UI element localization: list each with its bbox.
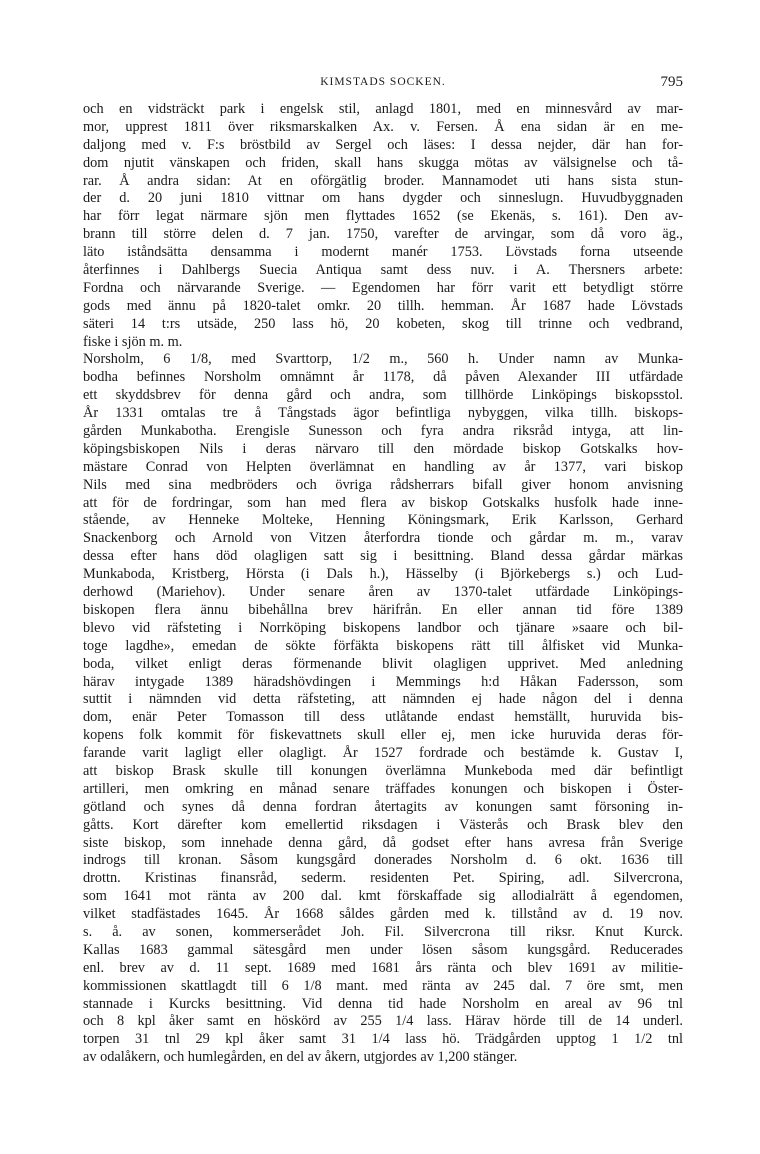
text-line: kopens folk kommit för fiskevattnets skull eller ej, men icke huruvida deras för-: [83, 727, 683, 744]
text-line: s. å. av sonen, kommerserådet Joh. Fil. Silvercrona till riksr. Knut Kurck.: [83, 923, 683, 940]
text-line: dom njutit vänskapen och friden, skall hans skugga mötas av välsignelse och tå-: [83, 154, 683, 171]
text-line: toge lagdhe», emedan de sökte förfäkta biskopens rätt till ålfisket vid Munka-: [83, 637, 683, 654]
text-line: fiske i sjön m. m.: [83, 333, 183, 350]
running-head: [83, 76, 683, 96]
text-line: bodha befinnes Norsholm omnämnt år 1178, då påven Alexander III utfärdade: [83, 369, 683, 386]
text-line: siste biskop, som innehade denna gård, då godset efter hans avresa från Sverige: [83, 834, 683, 851]
text-line: och 8 kpl åker samt en höskörd av 255 1/4 lass. Härav hörde till de 14 underl.: [83, 1013, 683, 1030]
text-line: rar. Å andra sidan: At en oförgätlig broder. Mannamodet uti hans sista stun-: [83, 172, 683, 189]
text-line: stående, av Henneke Molteke, Henning Köningsmark, Erik Karlsson, Gerhard: [83, 512, 683, 529]
text-line: torpen 31 tnl 29 kpl åker samt 31 1/4 lass hö. Trädgården upptog 1 1/2 tnl: [83, 1031, 683, 1048]
text-line: gods med ännu på 1820-talet omkr. 20 tillh. hemman. År 1687 hade Lövstads: [83, 297, 683, 314]
page-number: 795: [660, 74, 683, 90]
text-line: drottn. Kristinas finansråd, sederm. residenten Pet. Spiring, adl. Silvercrona,: [83, 870, 683, 887]
text-line: Munkaboda, Kristberg, Hörsta (i Dals h.), Hässelby (i Björkebergs s.) och Lud-: [83, 566, 683, 583]
text-line: Fordna och närvarande Sverige. — Egendomen har förr varit ett betydligt större: [83, 279, 683, 296]
text-line: brann till större delen d. 7 jan. 1750, varefter de arvingar, som då voro äg.,: [83, 226, 683, 243]
text-line: År 1331 omtalas tre å Tångstads ägor befintliga nybyggen, vilka tillh. biskops-: [83, 405, 683, 422]
text-line: återfinnes i Dahlbergs Suecia Antiqua samt dess nuv. i A. Thersners arbete:: [83, 262, 683, 279]
text-line: har förr legat närmare sjön men flyttades 1652 (se Ekenäs, s. 161). Den av-: [83, 208, 683, 225]
text-line: Nils med sina medbröders och övriga rådsherrars bifall giver honom anvisning: [83, 476, 683, 493]
text-line: artilleri, men omkring en månad senare träffades konungen och biskopen i Öster-: [83, 780, 683, 797]
text-line: mor, upprest 1811 över riksmarskalken Ax. v. Fersen. Å ena sidan är en me-: [83, 118, 683, 135]
text-line: härav intygade 1389 häradshövdingen i Memmings h:d Håkan Fadersson, som: [83, 673, 683, 690]
text-line: vilket stadfästades 1645. År 1668 såldes gården med k. tillstånd av d. 19 nov.: [83, 906, 683, 923]
text-line: dom, enär Peter Tomasson till dess utlåtande endast hemställt, huruvida bis-: [83, 709, 683, 726]
text-line: säteri 14 t:rs utsäde, 250 lass hö, 20 kobeten, skog till trinne och vedbrand,: [83, 315, 683, 332]
text-line: köpingsbiskopen Nils i deras närvaro till den mördade biskop Gotskalks hov-: [83, 440, 683, 457]
text-line: derhowd (Mariehov). Under senare åren av 1370-talet utfärdade Linköpings-: [83, 584, 683, 601]
text-line: suttit i nämnden vid detta räfsteting, att nämnden ej hade någon del i denna: [83, 691, 683, 708]
text-line: farande varit lagligt eller olagligt. År 1527 fordrade och bestämde k. Gustav I,: [83, 745, 683, 762]
text-line: dessa efter hans död olagligen satt sig i besittning. Bland dessa gårdar märkas: [83, 548, 683, 565]
text-line: Norsholm, 6 1/8, med Svarttorp, 1/2 m., 560 h. Under namn av Munka-: [83, 351, 683, 368]
text-line: att för de fordringar, som han med flera av biskop Gotskalks husfolk hade inne-: [83, 494, 683, 511]
text-line: gåtts. Kort därefter kom emellertid riksdagen i Västerås och Brask blev den: [83, 816, 683, 833]
text-line: Snackenborg och Arnold von Vitzen återfordra tionde och gårdar m. m., varav: [83, 530, 683, 547]
text-line: götland och synes då denna fordran återtagits av konungen samt försoning in-: [83, 798, 683, 815]
text-line: och en vidsträckt park i engelsk stil, anlagd 1801, med en minnesvård av mar-: [83, 101, 683, 117]
text-line: blevo vid räfsteting i Norrköping biskopens landbor och tjänare »saare och bil-: [83, 619, 683, 636]
running-title: KIMSTADS SOCKEN.: [320, 76, 446, 88]
text-line: kommissionen skattlagdt till 6 1/8 mant. med ränta av 245 dal. 7 öre smt, men: [83, 977, 683, 994]
text-line: mästare Conrad von Helpten överlämnat en handling av år 1377, vari biskop: [83, 458, 683, 475]
text-line: att biskop Brask skulle till konungen överlämna Munkeboda med där befintligt: [83, 762, 683, 779]
text-line: biskopen flera ännu bibehållna brev härifrån. En eller annan tid före 1389: [83, 601, 683, 618]
text-line: av odalåkern, och humlegården, en del av åkern, utgjordes av 1,200 stänger.: [83, 1049, 518, 1066]
body-text: [83, 101, 683, 1067]
text-line: stannade i Kurcks besittning. Vid denna tid hade Norsholm en areal av 96 tnl: [83, 995, 683, 1012]
text-line: der d. 20 juni 1810 vittnar om hans dygder och sinneslugn. Huvudbyggnaden: [83, 190, 683, 207]
text-line: ett skyddsbrev för denna gård och andra, som tillhörde Linköpings biskopsstol.: [83, 387, 683, 404]
text-line: indrogs till kronan. Såsom kungsgård donerades Norsholm d. 6 okt. 1636 till: [83, 852, 683, 869]
text-line: som 1641 mot ränta av 200 dal. kmt förskaffade sig allodialrätt å egendomen,: [83, 888, 683, 905]
text-line: daljong med v. F:s bröstbild av Sergel och läses: I dessa nejder, där han for-: [83, 136, 683, 153]
text-line: enl. brev av d. 11 sept. 1689 med 1681 års ränta och blev 1691 av militie-: [83, 959, 683, 976]
text-line: boda, vilket enligt deras förmenande blivit olagligen upprivet. Med anledning: [83, 655, 683, 672]
text-line: Kallas 1683 gammal sätesgård men under lösen såsom kungsgård. Reducerades: [83, 941, 683, 958]
text-line: läto iståndsätta densamma i modernt manér 1753. Lövstads forna utseende: [83, 244, 683, 261]
text-line: gården Munkabotha. Erengisle Sunesson och fyra andra riksråd intyga, att lin-: [83, 423, 683, 440]
